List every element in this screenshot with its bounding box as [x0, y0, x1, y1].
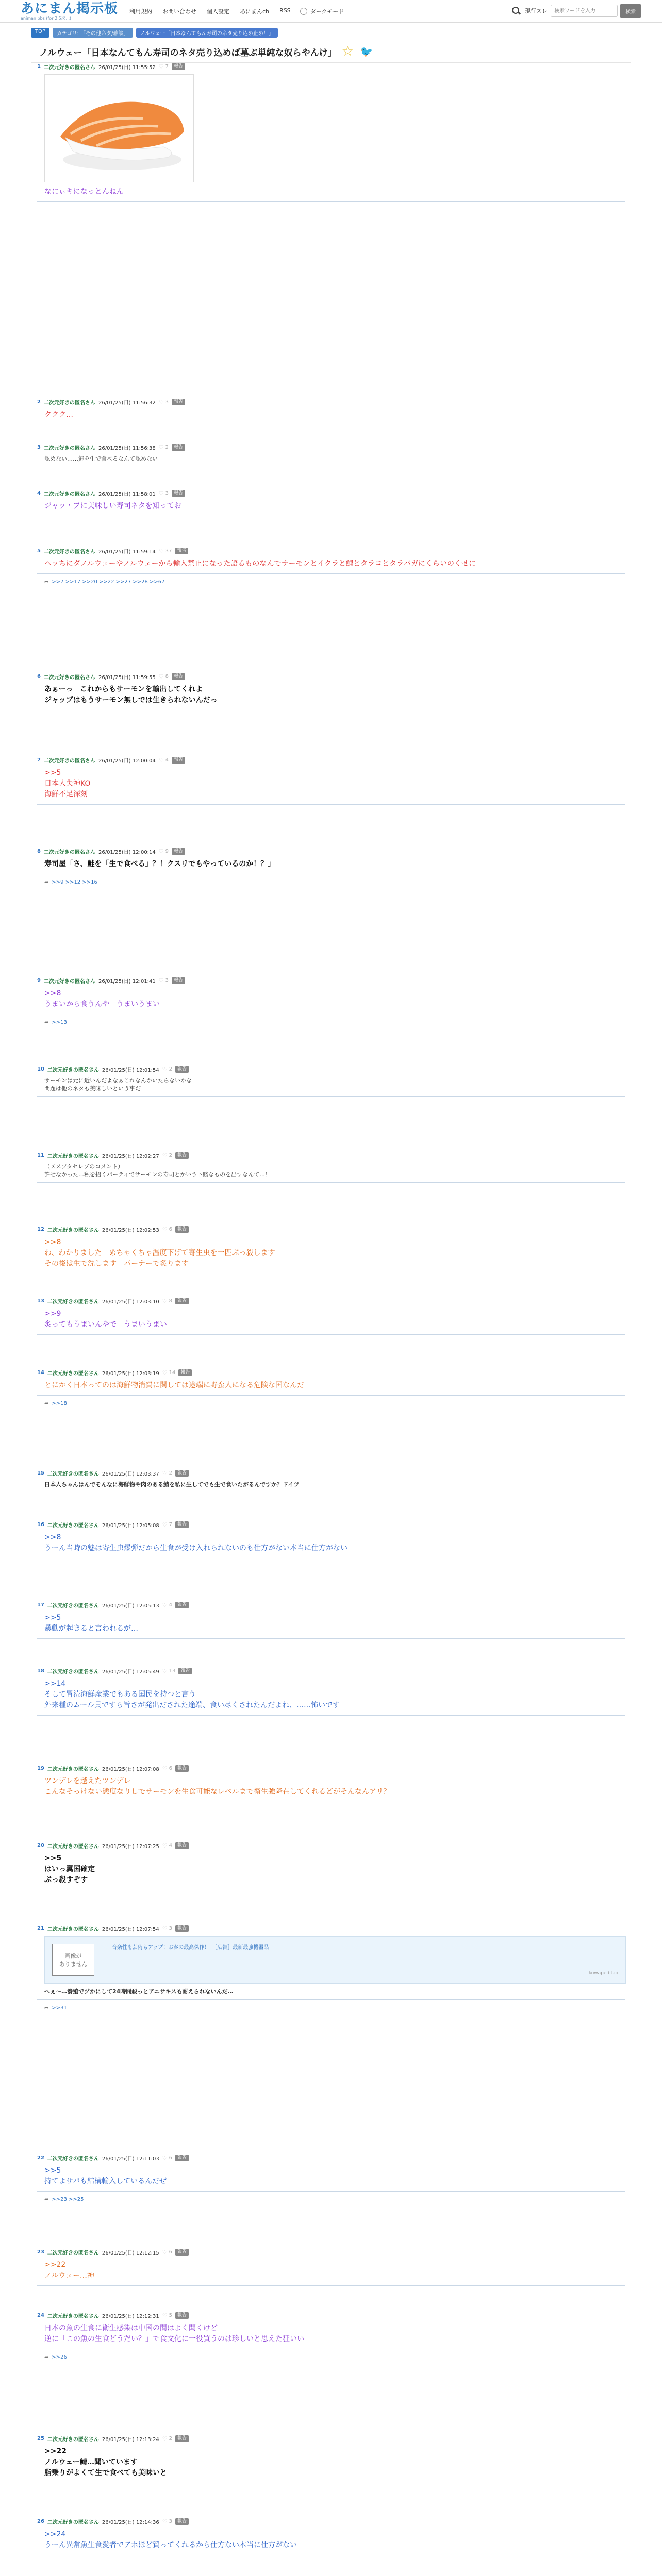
post-header — [37, 1601, 625, 1608]
post-number[interactable]: 11 — [37, 1152, 44, 1158]
post-header — [37, 489, 625, 497]
report-button[interactable]: 報告 — [175, 2435, 189, 2442]
reply-links[interactable] — [37, 2005, 625, 2011]
post — [31, 1469, 631, 1493]
like-heart-icon[interactable]: ♡ — [158, 756, 164, 764]
poster-name: 二次元好きの匿名さん — [43, 849, 95, 855]
search-scope-select[interactable]: 現行スレ — [525, 8, 548, 14]
reply-arrow-icon: ➦ — [44, 2354, 49, 2360]
post-body: （メスプタセレブのコメント） 許せなかった…私を招くパーティでサーモンの寿司とかいう下賤なものを出すなんて…！ — [37, 1163, 625, 1183]
like-heart-icon[interactable]: ♡ — [162, 1369, 168, 1376]
reply-arrow-icon: ➦ — [44, 1020, 49, 1025]
post-number[interactable]: 9 — [37, 977, 41, 984]
like-count: 2 — [169, 1152, 172, 1158]
nav-animanch[interactable]: あにまんch — [240, 8, 270, 15]
report-button[interactable]: 報告 — [178, 1668, 192, 1674]
poster-name: 二次元好きの匿名さん — [47, 2156, 99, 2162]
like-count: 3 — [169, 1925, 172, 1931]
like-heart-icon[interactable]: ♡ — [158, 673, 164, 680]
report-button[interactable]: 報告 — [175, 1765, 189, 1772]
like-heart-icon[interactable]: ♡ — [162, 2312, 168, 2319]
post-number[interactable]: 5 — [37, 548, 41, 554]
post — [31, 1369, 631, 1406]
like-count: 3 — [165, 490, 169, 496]
site-header — [0, 0, 662, 23]
poster-name: 二次元好きの匿名さん — [47, 1471, 99, 1477]
poster-name: 二次元好きの匿名さん — [43, 674, 95, 681]
post-number[interactable]: 6 — [37, 673, 41, 680]
reply-link-list[interactable]: >>18 — [52, 1401, 67, 1406]
reply-links[interactable] — [37, 579, 625, 585]
post-number[interactable]: 8 — [37, 848, 41, 854]
post-header — [37, 673, 625, 680]
ad-text[interactable]: 音楽性も芸術もアップ！お客の最高傑作！ ［広告］最新最強機器品 — [112, 1945, 269, 1951]
top-nav — [129, 7, 291, 15]
crumb-top[interactable]: TOP — [31, 28, 49, 38]
post-header — [37, 1521, 625, 1528]
post-date: 26/01/25(日) 12:12:31 — [102, 2313, 159, 2319]
nav-settings[interactable]: 個人設定 — [207, 8, 230, 15]
post-date: 26/01/25(日) 12:02:53 — [102, 1227, 159, 1233]
report-button[interactable]: 報告 — [175, 2518, 189, 2525]
post-date: 26/01/25(日) 12:07:25 — [102, 1843, 159, 1850]
post-number[interactable]: 17 — [37, 1602, 44, 1608]
like-heart-icon[interactable]: ♡ — [158, 848, 164, 855]
poster-name: 二次元好きの匿名さん — [43, 978, 95, 985]
post-number[interactable]: 12 — [37, 1226, 44, 1232]
like-heart-icon[interactable]: ♡ — [162, 2435, 168, 2442]
post-header — [37, 547, 625, 554]
twitter-share-icon[interactable]: 🐦 — [360, 45, 373, 58]
report-button[interactable]: 報告 — [172, 673, 185, 680]
poster-name: 二次元好きの匿名さん — [47, 2313, 99, 2319]
post-date: 26/01/25(日) 11:58:01 — [98, 491, 156, 497]
crumb-category[interactable]: カテゴリ: 「その他ネタ/雑談」 — [53, 28, 133, 38]
poster-name: 二次元好きの匿名さん — [47, 1067, 99, 1073]
report-button[interactable]: 報告 — [175, 1602, 189, 1608]
post — [31, 2248, 631, 2286]
logo-title: あにまん掲示板 — [21, 1, 119, 16]
poster-name: 二次元好きの匿名さん — [47, 1766, 99, 1772]
post-header — [37, 756, 625, 764]
report-button[interactable]: 報告 — [175, 1152, 189, 1159]
post-date: 26/01/25(日) 12:05:08 — [102, 1522, 159, 1529]
post-header — [37, 1667, 625, 1674]
reply-link-list[interactable]: >>13 — [52, 1020, 67, 1025]
like-heart-icon[interactable]: ♡ — [158, 547, 164, 554]
post-number[interactable]: 23 — [37, 2249, 44, 2255]
post-number[interactable]: 18 — [37, 1668, 44, 1674]
post-body: >>9 炙ってもうまいんやで うまいうまい — [37, 1309, 625, 1335]
post-body: 寿司屋「さ、鮭を「生で食べる」？！クスリでもやっているのか！？」 — [37, 859, 625, 874]
post-body: >>8 うまいから食うんや うまいうまい — [37, 988, 625, 1014]
post-body: >>22 ノルウェー…神 — [37, 2260, 625, 2286]
reply-arrow-icon: ➦ — [44, 2197, 49, 2202]
post — [31, 673, 631, 710]
breadcrumb — [0, 23, 662, 41]
like-count: 3 — [165, 977, 169, 984]
post-number[interactable]: 2 — [37, 399, 41, 405]
post-date: 26/01/25(日) 12:07:08 — [102, 1766, 159, 1772]
report-button[interactable]: 報告 — [175, 2249, 189, 2256]
post-body: とにかく日本ってのは海鮮物消費に関しては途端に野蛮人になる危険な国なんだ — [37, 1380, 625, 1396]
post-number[interactable]: 21 — [37, 1925, 44, 1931]
post-header — [37, 2518, 625, 2525]
post-body: >>5 持てよサバも結構輸入しているんだぜ — [37, 2165, 625, 2192]
ad-image-placeholder: 画像が ありません — [52, 1944, 94, 1976]
report-button[interactable]: 報告 — [172, 977, 185, 984]
poster-name: 二次元好きの匿名さん — [47, 1843, 99, 1850]
poster-name: 二次元好きの匿名さん — [47, 1227, 99, 1233]
post-number[interactable]: 22 — [37, 2155, 44, 2161]
post-body: >>14 そして冒涜海鮮産業でもある国民を持つと言う 外来種のムール貝ですら旨さが発出だされた途端、食い尽くされたんだよね、……怖いです — [37, 1679, 625, 1716]
post-date: 26/01/25(日) 12:03:19 — [102, 1370, 159, 1377]
reply-links[interactable] — [37, 2354, 625, 2360]
post-body: >>8 うーん当時の魅は寄生虫爆弾だから生食が受け入れられないのも仕方がない本当に仕方がない — [37, 1532, 625, 1558]
ad-banner[interactable] — [44, 1936, 626, 1984]
post — [31, 1297, 631, 1335]
post-header — [37, 2312, 625, 2319]
post-body: >>24 うーん異常魚生食愛者でアホほど貿ってくれるから仕方ない本当に仕方がない — [37, 2529, 625, 2555]
like-count: 2 — [165, 444, 169, 450]
like-count: 6 — [169, 1765, 172, 1771]
post-header — [37, 1469, 625, 1477]
reply-link-list[interactable]: >>31 — [52, 2005, 67, 2011]
search-button[interactable]: 検索 — [620, 4, 641, 18]
reply-links[interactable] — [37, 1401, 625, 1406]
favorite-star-icon[interactable]: ☆ — [341, 44, 354, 59]
poster-name: 二次元好きの匿名さん — [47, 1522, 99, 1529]
post — [31, 1065, 631, 1097]
poster-name: 二次元好きの匿名さん — [43, 549, 95, 555]
like-count: 5 — [169, 2312, 172, 2318]
report-button[interactable]: 報告 — [178, 1369, 192, 1376]
like-count: 2 — [169, 1066, 172, 1072]
report-button[interactable]: 報告 — [175, 1842, 189, 1849]
post-date: 26/01/25(日) 11:56:32 — [98, 400, 156, 406]
post-body: ツンデレを越えたツンデレ こんなそっけない態度なりしでサーモンを生食可能なレベルまで衛生強降在してくれるどがそんなんアリ？ — [37, 1776, 625, 1802]
like-count: 7 — [169, 1521, 172, 1528]
post-header — [37, 1842, 625, 1849]
post — [31, 2154, 631, 2202]
post-date: 26/01/25(日) 12:05:49 — [102, 1669, 159, 1675]
poster-name: 二次元好きの匿名さん — [43, 445, 95, 451]
poster-name: 二次元好きの匿名さん — [47, 1669, 99, 1675]
like-heart-icon[interactable]: ♡ — [162, 1842, 168, 1849]
reply-link-list[interactable]: >>7 >>17 >>20 >>22 >>27 >>28 >>67 — [52, 579, 165, 585]
post-body: ククク… — [37, 410, 625, 425]
report-button[interactable]: 報告 — [172, 444, 185, 451]
like-count: 37 — [165, 548, 172, 554]
reply-links[interactable] — [37, 1020, 625, 1025]
thread-main — [31, 41, 631, 2576]
post-date: 26/01/25(日) 11:59:14 — [98, 549, 156, 555]
poster-name: 二次元好きの匿名さん — [47, 1926, 99, 1933]
post-date: 26/01/25(日) 11:55:52 — [98, 64, 156, 71]
reply-link-list[interactable]: >>23 >>25 — [52, 2197, 84, 2202]
reply-links[interactable] — [37, 2197, 625, 2202]
report-button[interactable]: 報告 — [175, 1226, 189, 1233]
post-header — [37, 1065, 625, 1073]
poster-name: 二次元好きの匿名さん — [47, 2519, 99, 2526]
post-header — [37, 1297, 625, 1304]
like-count: 3 — [169, 2518, 172, 2524]
report-button[interactable]: 報告 — [172, 757, 185, 764]
like-count: 4 — [169, 1602, 172, 1608]
like-heart-icon[interactable]: ♡ — [158, 398, 164, 405]
like-heart-icon[interactable]: ♡ — [162, 1226, 168, 1233]
toggle-icon[interactable] — [300, 8, 307, 15]
poster-name: 二次元好きの匿名さん — [47, 2436, 99, 2443]
like-count: 8 — [165, 673, 169, 680]
report-button[interactable]: 報告 — [172, 848, 185, 855]
report-button[interactable]: 報告 — [175, 1298, 189, 1304]
like-heart-icon[interactable]: ♡ — [162, 1521, 168, 1528]
post-body: >>22 ノルウェー鯖…聞いています 脂乗りがよくて生で食べても美味いと — [37, 2446, 625, 2483]
post-date: 26/01/25(日) 12:00:14 — [98, 849, 156, 855]
post-body: ジャッ・プに美味しい寿司ネタを知ってお — [37, 501, 625, 516]
post — [31, 1521, 631, 1558]
like-heart-icon[interactable]: ♡ — [162, 1297, 168, 1304]
post-number[interactable]: 20 — [37, 1842, 44, 1849]
report-button[interactable]: 報告 — [175, 2155, 189, 2161]
post — [31, 1226, 631, 1274]
like-count: 6 — [169, 1226, 172, 1232]
reply-arrow-icon: ➦ — [44, 879, 49, 885]
poster-name: 二次元好きの匿名さん — [47, 1603, 99, 1609]
post — [31, 756, 631, 805]
post-header — [37, 1151, 625, 1159]
post-number[interactable]: 13 — [37, 1298, 44, 1304]
like-heart-icon[interactable]: ♡ — [162, 2248, 168, 2256]
post-number[interactable]: 1 — [37, 63, 41, 70]
like-count: 6 — [169, 2155, 172, 2161]
post — [31, 1765, 631, 1802]
post-number[interactable]: 25 — [37, 2435, 44, 2442]
like-heart-icon[interactable]: ♡ — [162, 1925, 168, 1932]
dark-mode-label: ダークモード — [310, 8, 344, 15]
post — [31, 444, 631, 467]
poster-name: 二次元好きの匿名さん — [47, 2250, 99, 2256]
report-button[interactable]: 報告 — [172, 399, 185, 405]
like-heart-icon[interactable]: ♡ — [162, 2518, 168, 2525]
post-body: >>5 日本人失神KO 海鮮不足深刻 — [37, 768, 625, 805]
nav-rss[interactable]: RSS — [279, 7, 291, 14]
ad-source: kowapedit.io — [588, 1971, 618, 1976]
post-body: サーモンは元に近いんだよなぁこれなんかいたらないかな 問題は他のネタも美味しいという事だ — [37, 1077, 625, 1097]
post-date: 26/01/25(日) 12:14:36 — [102, 2519, 159, 2526]
post-body: へぇ〜…養殖でヅかにして24時間殺っとアニサキスも耐えられないんだ… — [37, 1988, 625, 2000]
poster-name: 二次元好きの匿名さん — [43, 491, 95, 497]
poster-name: 二次元好きの匿名さん — [47, 1299, 99, 1305]
post-date: 26/01/25(日) 11:59:55 — [98, 674, 156, 681]
post-body: あぁーっ これからもサーモンを輸出してくれよ ジャップはもうサーモン無しでは生きられないんだっ — [37, 684, 625, 710]
post-body: 日本の魚の生食に衛生感染は中国の闇はよく聞くけど 逆に「この魚の生食どうだい？」で食文化に一役買うのは珍しいと思えた狂いい — [37, 2323, 625, 2349]
post-header — [37, 2435, 625, 2442]
like-count: 2 — [169, 2435, 172, 2442]
report-button[interactable]: 報告 — [175, 548, 188, 554]
post-date: 26/01/25(日) 12:02:27 — [102, 1153, 159, 1159]
post-number[interactable]: 15 — [37, 1470, 44, 1476]
post-number[interactable]: 10 — [37, 1066, 44, 1072]
poster-name: 二次元好きの匿名さん — [43, 64, 95, 71]
post — [31, 2435, 631, 2483]
like-count: 6 — [169, 2249, 172, 2255]
like-heart-icon[interactable]: ♡ — [162, 1469, 168, 1477]
post-number[interactable]: 24 — [37, 2312, 44, 2318]
like-count: 9 — [165, 848, 169, 854]
reply-arrow-icon: ➦ — [44, 579, 49, 585]
post-date: 26/01/25(日) 12:03:37 — [102, 1471, 159, 1477]
thread-title-row — [31, 41, 631, 63]
post-date: 26/01/25(日) 11:56:38 — [98, 445, 156, 451]
post — [31, 977, 631, 1025]
post — [31, 1151, 631, 1183]
post — [31, 398, 631, 425]
like-count: 13 — [169, 1668, 176, 1674]
post-body: 日本人ちゃんはんでそんなに海鮮物や肉のある鯖を私に生してでも生で食いたがるんですか？ドイツ — [37, 1481, 625, 1493]
site-logo[interactable] — [21, 2, 118, 21]
logo-subtitle: animan bbs (for 2.5次元) — [21, 15, 71, 21]
post-body: ヘッちにダノルウェーやノルウェーから輸入禁止になった語るものなんでサーモンとイクラと鯉とタラコとタラバガにくらいのくせに — [37, 558, 625, 574]
post — [31, 489, 631, 516]
post-header — [37, 2248, 625, 2256]
like-heart-icon[interactable]: ♡ — [162, 1601, 168, 1608]
post-body: >>5 はいっ翼国確定 ぶっ殺すぞす — [37, 1853, 625, 1890]
report-button[interactable]: 報告 — [172, 490, 185, 497]
report-button[interactable]: 報告 — [175, 1066, 189, 1073]
reply-link-list[interactable]: >>26 — [52, 2354, 67, 2360]
post-date: 26/01/25(日) 12:11:03 — [102, 2156, 159, 2162]
post-body: >>5 暴動が起きると言われるが… — [37, 1613, 625, 1639]
post-header — [37, 1765, 625, 1772]
post-header — [37, 398, 625, 405]
poster-name: 二次元好きの匿名さん — [43, 400, 95, 406]
like-count: 14 — [169, 1369, 176, 1376]
poster-name: 二次元好きの匿名さん — [47, 1370, 99, 1377]
post-header — [37, 63, 625, 70]
like-heart-icon[interactable]: ♡ — [162, 2154, 168, 2161]
dark-mode-toggle[interactable] — [300, 7, 344, 15]
post — [31, 1925, 631, 2011]
post-header — [37, 848, 625, 855]
reply-arrow-icon: ➦ — [44, 1401, 49, 1406]
post-date: 26/01/25(日) 12:03:10 — [102, 1299, 159, 1305]
report-button[interactable]: 報告 — [175, 2312, 189, 2319]
post — [31, 1667, 631, 1716]
post-date: 26/01/25(日) 12:07:54 — [102, 1926, 159, 1933]
post-date: 26/01/25(日) 12:01:54 — [102, 1067, 159, 1073]
post — [31, 1842, 631, 1890]
like-heart-icon[interactable]: ♡ — [162, 1765, 168, 1772]
post-number[interactable]: 14 — [37, 1369, 44, 1376]
post-header — [37, 2154, 625, 2161]
search-icon — [511, 6, 521, 15]
poster-name: 二次元好きの匿名さん — [47, 1153, 99, 1159]
post-date: 26/01/25(日) 12:00:04 — [98, 758, 156, 764]
post-number[interactable]: 4 — [37, 490, 41, 496]
like-count: 4 — [165, 757, 169, 763]
crumb-thread[interactable]: ノルウェー「日本なんてもん寿司のネタ売り込め止め！」 — [136, 28, 278, 38]
post-header — [37, 1925, 625, 1932]
salmon-sushi-image[interactable] — [44, 74, 194, 182]
post — [31, 2312, 631, 2360]
poster-name: 二次元好きの匿名さん — [43, 758, 95, 764]
report-button[interactable]: 報告 — [172, 63, 185, 70]
like-heart-icon[interactable]: ♡ — [162, 1151, 168, 1159]
like-heart-icon[interactable]: ♡ — [158, 444, 164, 451]
reply-link-list[interactable]: >>9 >>12 >>16 — [52, 879, 97, 885]
reply-links[interactable] — [37, 879, 625, 885]
post-body: >>8 わ、わかりました めちゃくちゃ温度下げて寄生虫を一匹ぶっ殺します その後は生で洗します パーナーで炙ります — [37, 1237, 625, 1274]
post-number[interactable]: 16 — [37, 1521, 44, 1528]
page-title: ノルウェー「日本なんてもん寿司のネタ売り込めば墓ぶ単純な奴らやんけ」 — [39, 47, 337, 58]
report-button[interactable]: 報告 — [175, 1925, 189, 1932]
post-number[interactable]: 19 — [37, 1765, 44, 1771]
like-count: 4 — [169, 1842, 172, 1849]
nav-terms[interactable]: 利用規約 — [129, 8, 153, 15]
search-area — [511, 4, 641, 18]
post-list — [31, 63, 631, 2576]
search-input[interactable] — [551, 5, 618, 17]
post-header — [37, 1226, 625, 1233]
post-number[interactable]: 7 — [37, 757, 41, 763]
like-heart-icon[interactable]: ♡ — [162, 1667, 168, 1674]
post-header — [37, 1369, 625, 1376]
post-number[interactable]: 3 — [37, 444, 41, 450]
post — [31, 2518, 631, 2555]
post-date: 26/01/25(日) 12:13:24 — [102, 2436, 159, 2443]
post-body: 認めない……鮭を生で食べるなんて認めない — [37, 455, 625, 467]
like-count: 7 — [165, 63, 169, 70]
like-count: 2 — [169, 1470, 172, 1476]
report-button[interactable]: 報告 — [175, 1521, 189, 1528]
post-body: なにぃキになっとんねん — [37, 187, 625, 202]
report-button[interactable]: 報告 — [175, 1470, 189, 1477]
like-heart-icon[interactable]: ♡ — [162, 1065, 168, 1073]
post — [31, 848, 631, 885]
post — [31, 63, 631, 202]
like-count: 8 — [169, 1298, 172, 1304]
like-heart-icon[interactable]: ♡ — [158, 63, 164, 70]
post-date: 26/01/25(日) 12:05:13 — [102, 1603, 159, 1609]
post-header — [37, 444, 625, 451]
post-date: 26/01/25(日) 12:01:41 — [98, 978, 156, 985]
like-heart-icon[interactable]: ♡ — [158, 977, 164, 984]
post — [31, 1601, 631, 1639]
post-date: 26/01/25(日) 12:12:15 — [102, 2250, 159, 2256]
post-number[interactable]: 26 — [37, 2518, 44, 2524]
reply-arrow-icon: ➦ — [44, 2005, 49, 2011]
post — [31, 547, 631, 585]
post-header — [37, 977, 625, 984]
like-heart-icon[interactable]: ♡ — [158, 489, 164, 497]
nav-contact[interactable]: お問い合わせ — [162, 8, 197, 15]
like-count: 3 — [165, 399, 169, 405]
